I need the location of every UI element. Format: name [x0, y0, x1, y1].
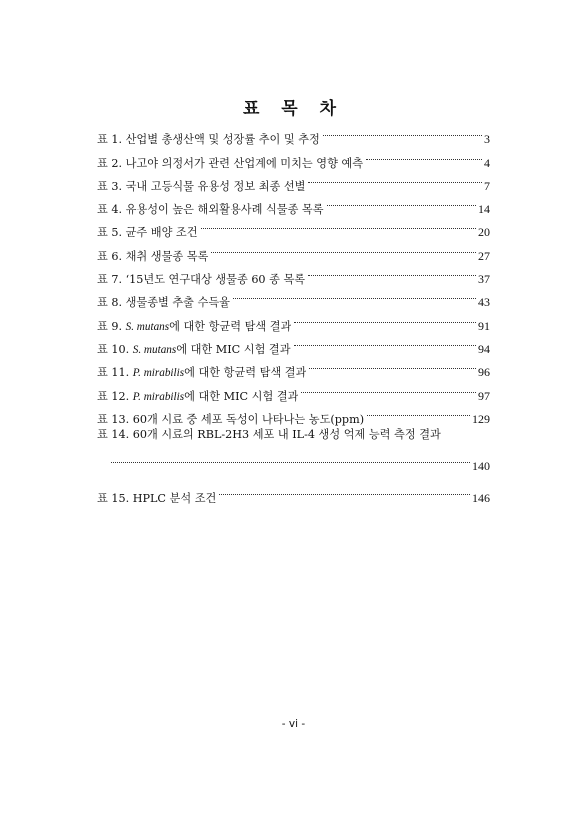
toc-leader-dots — [309, 353, 476, 376]
toc-entry-title: 표 7. ‘15년도 연구대상 생물종 60 종 목록 — [97, 273, 306, 287]
toc-entry-title: 표 13. 60개 시료 중 세포 독성이 나타나는 농도(ppm) — [97, 412, 365, 426]
toc-entry-page: 7 — [484, 178, 490, 193]
page-number: - vi - — [281, 718, 306, 730]
toc-entry-page: 96 — [478, 365, 490, 380]
toc-leader-dots — [367, 400, 470, 423]
table-of-contents — [97, 120, 490, 506]
toc-entry-title: 표 11. P. mirabilis에 대한 항균력 탐색 결과 — [97, 366, 307, 380]
toc-entry-title: 표 4. 유용성이 높은 해외활용사례 식물종 목록 — [97, 203, 324, 217]
toc-leader-dots — [294, 330, 476, 353]
toc-entry-title: 표 8. 생물종별 추출 수득율 — [97, 296, 230, 310]
toc-entry-page: 3 — [484, 132, 490, 147]
toc-entry-15[interactable] — [97, 479, 490, 506]
toc-entry-page: 27 — [478, 248, 490, 263]
toc-entry-1[interactable] — [97, 120, 490, 147]
toc-entry-title: 표 5. 균주 배양 조건 — [97, 226, 198, 240]
toc-leader-dots — [308, 260, 476, 283]
toc-leader-dots — [111, 447, 470, 470]
toc-leader-dots — [294, 306, 476, 329]
toc-entry-page: 97 — [478, 388, 490, 403]
toc-leader-dots — [201, 213, 476, 236]
toc-entry-page: 94 — [478, 341, 490, 356]
toc-leader-dots — [301, 376, 476, 399]
toc-entry-page: 140 — [472, 459, 490, 474]
toc-entry-title: 표 14. 60개 시료의 RBL-2H3 세포 내 IL-4 생성 억제 능력 측정 결과 — [97, 427, 441, 441]
toc-leader-dots — [219, 479, 470, 502]
toc-entry-title: 표 9. S. mutans에 대한 항균력 탐색 결과 — [97, 319, 292, 333]
toc-leader-dots — [211, 236, 476, 259]
toc-entry-page: 43 — [478, 295, 490, 310]
toc-entry-title: 표 10. S. mutans에 대한 MIC 시험 결과 — [97, 342, 291, 356]
toc-entry-title: 표 1. 산업별 총생산액 및 성장률 추이 및 추정 — [97, 133, 320, 147]
toc-leader-dots — [233, 283, 476, 306]
toc-entry-page: 91 — [478, 318, 490, 333]
toc-leader-dots — [327, 190, 476, 213]
toc-entry-page: 20 — [478, 225, 490, 240]
toc-entry-page: 37 — [478, 272, 490, 287]
toc-entry-page: 4 — [484, 155, 490, 170]
toc-leader-dots — [366, 143, 482, 166]
toc-entry-14[interactable] — [97, 423, 490, 479]
toc-entry-title: 표 3. 국내 고등식물 유용성 정보 최종 선별 — [97, 179, 306, 193]
page-title: 표 목 차 — [242, 99, 345, 119]
toc-entry-title: 표 12. P. mirabilis에 대한 MIC 시험 결과 — [97, 389, 299, 403]
toc-entry-page: 14 — [478, 202, 490, 217]
toc-leader-dots — [323, 120, 482, 143]
toc-entry-page: 129 — [472, 411, 490, 426]
toc-leader-dots — [308, 167, 482, 190]
toc-entry-title: 표 15. HPLC 분석 조건 — [97, 492, 217, 506]
toc-entry-title: 표 6. 채취 생물종 목록 — [97, 249, 209, 263]
toc-entry-title: 표 2. 나고야 의정서가 관련 산업계에 미치는 영향 예측 — [97, 156, 364, 170]
toc-entry-page: 146 — [472, 491, 490, 506]
